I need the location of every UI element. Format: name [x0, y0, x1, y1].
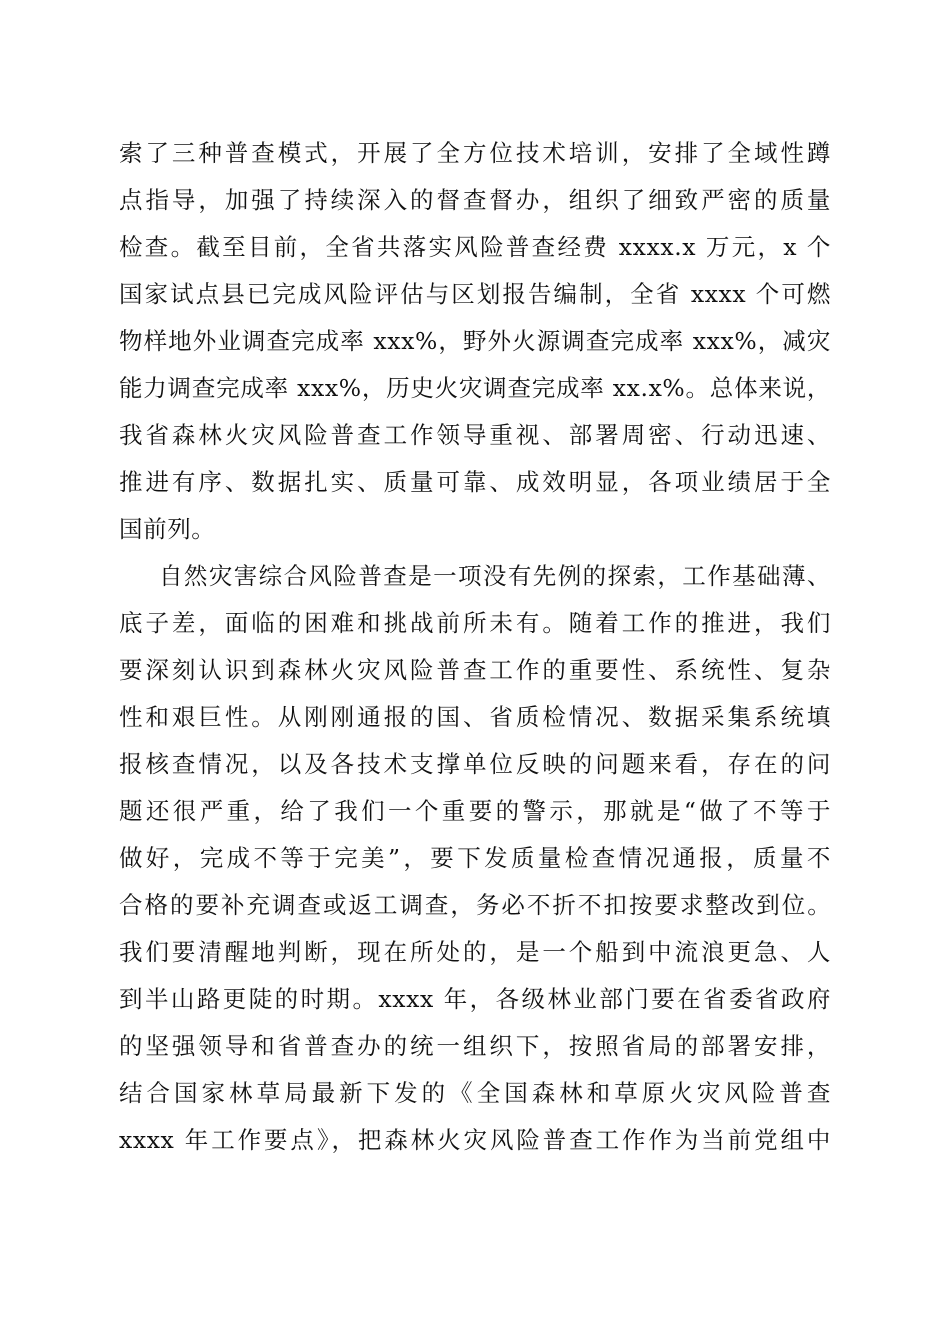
paragraph-line: xxxx 年工作要点》，把森林火灾风险普查工作作为当前党组中: [119, 1126, 831, 1154]
paragraph-line: 题还很严重，给了我们一个重要的警示，那就是“做了不等于: [119, 797, 831, 825]
paragraph-line: 合格的要补充调查或返工调查，务必不折不扣按要求整改到位。: [119, 891, 831, 919]
paragraph-line: 性和艰巨性。从刚刚通报的国、省质检情况、数据采集系统填: [119, 703, 831, 731]
paragraph-line: 我们要清醒地判断，现在所处的，是一个船到中流浪更急、人: [119, 938, 831, 966]
paragraph-line: 要深刻认识到森林火灾风险普查工作的重要性、系统性、复杂: [119, 656, 831, 684]
paragraph-line: 结合国家林草局最新下发的《全国森林和草原火灾风险普查: [119, 1079, 831, 1107]
paragraph-line: 点指导，加强了持续深入的督查督办，组织了细致严密的质量: [119, 186, 831, 214]
paragraph-line: 报核查情况，以及各技术支撑单位反映的问题来看，存在的问: [119, 750, 831, 778]
paragraph-line: 国家试点县已完成风险评估与区划报告编制，全省 xxxx 个可燃: [119, 280, 831, 308]
paragraph-1: [119, 130, 831, 553]
paragraph-line: 的坚强领导和省普查办的统一组织下，按照省局的部署安排，: [119, 1032, 831, 1060]
paragraph-line: 做好，完成不等于完美”，要下发质量检查情况通报，质量不: [119, 844, 831, 872]
paragraph-line: 物样地外业调查完成率 xxx%，野外火源调查完成率 xxx%，减灾: [119, 327, 831, 355]
paragraph-line: 索了三种普查模式，开展了全方位技术培训，安排了全域性蹲: [119, 139, 831, 167]
paragraph-line: 检查。截至目前，全省共落实风险普查经费 xxxx.x 万元，x 个: [119, 233, 831, 261]
paragraph-line: 自然灾害综合风险普查是一项没有先例的探索，工作基础薄、: [159, 562, 831, 590]
paragraph-line: 底子差，面临的困难和挑战前所未有。随着工作的推进，我们: [119, 609, 831, 637]
document-body: [119, 130, 831, 1164]
paragraph-line: 能力调查完成率 xxx%，历史火灾调查完成率 xx.x%。总体来说，: [119, 374, 831, 402]
paragraph-line: 国前列。: [119, 515, 216, 543]
paragraph-2: [119, 553, 831, 1164]
paragraph-line: 我省森林火灾风险普查工作领导重视、部署周密、行动迅速、: [119, 421, 831, 449]
paragraph-line: 到半山路更陡的时期。xxxx 年，各级林业部门要在省委省政府: [119, 985, 831, 1013]
paragraph-line: 推进有序、数据扎实、质量可靠、成效明显，各项业绩居于全: [119, 468, 831, 496]
